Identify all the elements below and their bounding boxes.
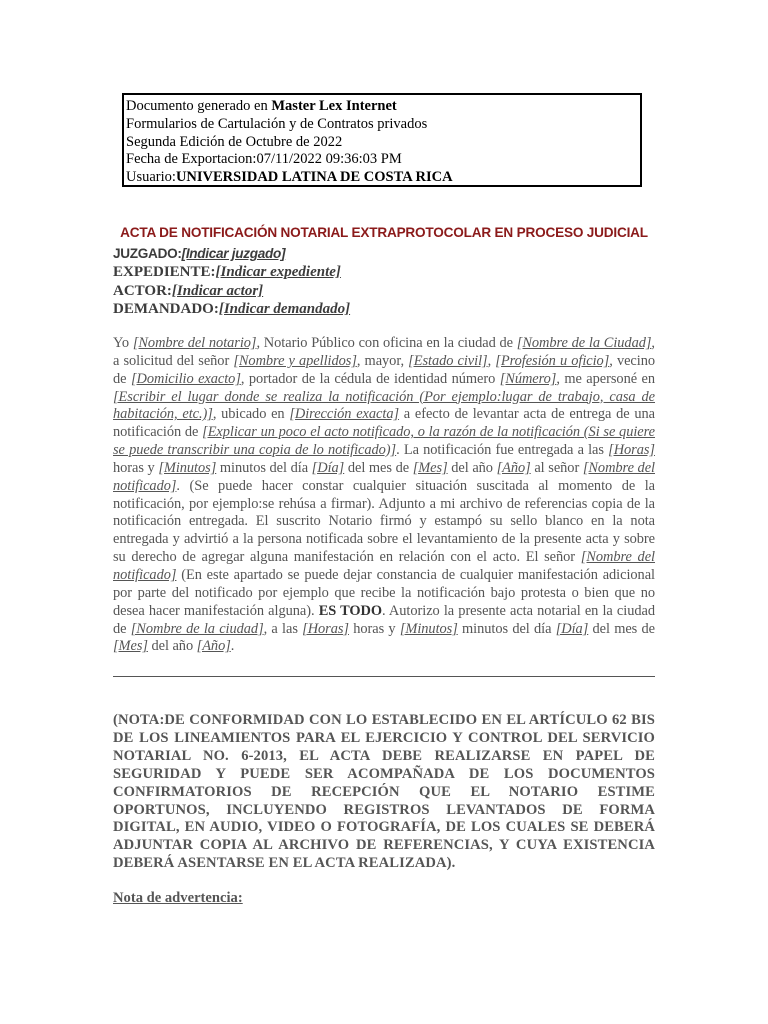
placeholder: [Horas] (608, 442, 655, 459)
act-body-paragraph: Yo [Nombre del notario], Notario Público con oficina en la ciudad de [Nombre de la Ciudad], a solicitud del señor [Nombre y apellidos], mayor, [Estado civil], [Profesión u oficio], vecino de [Domicilio exacto], portador de la cédula de identidad número [Número], me apersoné en [Escribir el lugar donde se realiza la notificación (Por ejemplo:lugar de trabajo, casa de habitación, etc.)], ubicado en [Dirección exacta] a efecto de levantar acta de entrega de una notificación de [Explicar un poco el acto notificado, o la razón de la notificación (Si se quiere se puede transcribir una copia de lo notificado)]. La notificación fue entregada a las [Horas] horas y [Minutos] minutos del día [Día] del mes de [Mes] del año [Año] al señor [Nombre del notificado]. (Se puede hacer constar cualquier situación suscitada al momento de la notificación, por ejemplo:se rehúsa a firmar). Adjunto a mi archivo de referencias copia de la notificación entregada. El suscrito Notario firmó y estampó su sello blanco en la nota entregada y advirtió a la persona notificada sobre el levantamiento de la presente acta y sobre su derecho de agregar alguna manifestación en relación con el acto. El señor [Nombre del notificado] (En este apartado se puede dejar constancia de cualquier manifestación adicional por parte del notificado por ejemplo que recibe la notificación bajo protesta o bien que no desea hacer manifestación alguna). ES TODO. Autorizo la presente acta notarial en la ciudad de [Nombre de la ciudad], a las [Horas] horas y [Minutos] minutos del día [Día] del mes de [Mes] del año [Año]. (113, 335, 656, 655)
placeholder: [Dirección exacta] (289, 406, 400, 423)
placeholder: [Horas] (302, 620, 349, 637)
document-info-box (122, 93, 642, 187)
placeholder: [Nombre de la Ciudad] (516, 335, 652, 351)
user-name: UNIVERSIDAD LATINA DE COSTA RICA (175, 169, 453, 186)
brand-name: Master Lex Internet (271, 98, 397, 114)
placeholder: [Nombre de la ciudad] (130, 620, 264, 637)
demandado-placeholder: [Indicar demandado] (218, 301, 351, 318)
generated-line: Documento generado en Master Lex Internet (126, 98, 397, 114)
placeholder: [Estado civil] (408, 352, 488, 369)
export-date-line: Fecha de Exportacion:07/11/2022 09:36:03 PM (126, 151, 402, 168)
placeholder: [Minutos] (399, 620, 458, 637)
juzgado-field: JUZGADO:[Indicar juzgado] (113, 246, 286, 261)
juzgado-placeholder: [Indicar juzgado] (181, 246, 286, 261)
es-todo: ES TODO (318, 602, 383, 619)
placeholder: [Mes] (113, 638, 148, 655)
placeholder: [Profesión u oficio] (495, 352, 610, 369)
placeholder: [Nombre del notificado] (113, 549, 655, 583)
placeholder: [Número] (499, 370, 557, 387)
placeholder: [Nombre del notificado] (113, 459, 655, 494)
placeholder: [Escribir el lugar donde se realiza la notificación (Por ejemplo:lugar de trabajo, casa de habitación, etc.)] (113, 388, 655, 423)
document-title: ACTA DE NOTIFICACIÓN NOTARIAL EXTRAPROTOCOLAR EN PROCESO JUDICIAL (120, 225, 648, 240)
edition-line: Segunda Edición de Octubre de 2022 (126, 133, 343, 150)
demandado-field: DEMANDADO:[Indicar demandado] (113, 301, 351, 318)
placeholder: [Día] (311, 459, 345, 476)
placeholder: [Año] (196, 638, 231, 655)
divider (113, 676, 655, 677)
placeholder: [Mes] (412, 459, 448, 476)
case-fields (113, 245, 655, 319)
expediente-placeholder: [Indicar expediente] (215, 264, 341, 281)
forms-line: Formularios de Cartulación y de Contratos privados (126, 115, 428, 132)
warning-note-heading: Nota de advertencia: (113, 890, 243, 906)
placeholder: [Minutos] (158, 459, 217, 476)
placeholder: [Día] (555, 620, 589, 637)
placeholder: [Explicar un poco el acto notificado, o la razón de la notificación (Si se quiere se puede transcribir una copia de lo notificado)] (113, 424, 655, 459)
actor-placeholder: [Indicar actor] (171, 282, 264, 299)
placeholder: [Domicilio exacto] (130, 370, 241, 387)
actor-field: ACTOR:[Indicar actor] (113, 282, 264, 299)
placeholder: [Nombre y apellidos] (233, 352, 357, 369)
user-line: Usuario:UNIVERSIDAD LATINA DE COSTA RICA (126, 169, 453, 186)
expediente-field: EXPEDIENTE:[Indicar expediente] (113, 264, 341, 281)
legal-note: (NOTA:DE CONFORMIDAD CON LO ESTABLECIDO EN EL ARTÍCULO 62 BIS DE LOS LINEAMIENTOS PARA EL EJERCICIO Y CONTROL DEL SERVICIO NOTARIAL NO. 6-2013, EL ACTA DEBE REALIZARSE EN PAPEL DE SEGURIDAD Y PUEDE SER ACOMPAÑADA DE LOS DOCUMENTOS CONFIRMATORIOS DE RECEPCIÓN QUE EL NOTARIO ESTIME OPORTUNOS, INCLUYENDO REGISTROS LEVANTADOS DE FORMA DIGITAL, EN AUDIO, VIDEO O FOTOGRAFÍA, DE LOS CUALES SE DEBERÁ ADJUNTAR COPIA AL ARCHIVO DE REFERENCIAS, Y CUYA EXISTENCIA DEBERÁ ASENTARSE EN EL ACTA REALIZADA). (113, 712, 655, 872)
placeholder: [Nombre del notario] (132, 335, 257, 351)
placeholder: [Año] (496, 459, 531, 476)
